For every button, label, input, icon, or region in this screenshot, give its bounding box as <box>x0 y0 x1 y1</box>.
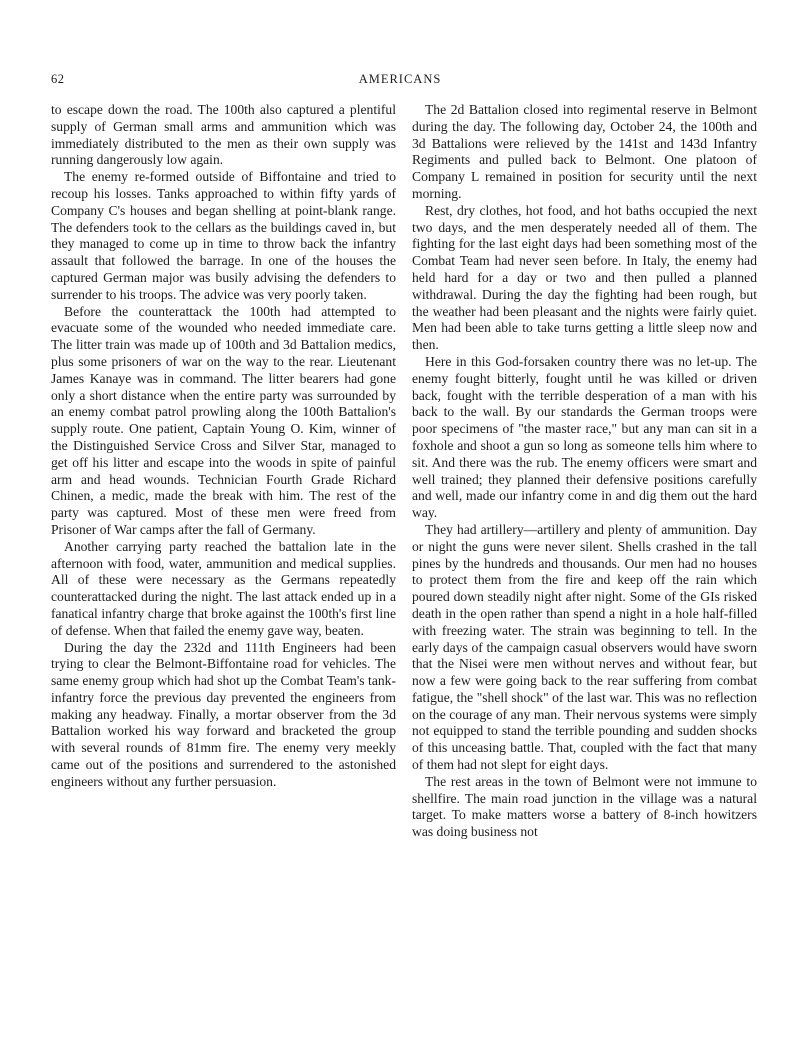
running-head: AMERICANS <box>358 72 442 86</box>
left-column <box>51 102 396 791</box>
paragraph: The 2d Battalion closed into regimental reserve in Belmont during the day. The following day, October 24, the 100th and 3d Battalions were relieved by the 141st and 143d Infantry Regiments and pulled back to Belmont. One platoon of Company L remained in position for security until the next morning. <box>412 102 757 201</box>
paragraph: During the day the 232d and 111th Engineers had been trying to clear the Belmont-Biffontaine road for vehicles. The same enemy group which had shot up the Combat Team's tank-infantry force the previous day prevented the engineers from making any headway. Finally, a mortar observer from the 3d Battalion worked his way forward and bracketed the group with several rounds of 81mm fire. The enemy very meekly came out of the positions and surrendered to the astonished engineers without any further persuasion. <box>51 639 396 789</box>
paragraph: Rest, dry clothes, hot food, and hot baths occupied the next two days, and the men desperately needed all of them. The fighting for the last eight days had been something most of the Combat Team had never seen before. In Italy, the enemy had held hard for a day or two and then pulled a planned withdrawal. During the day the fighting had been rough, but the weather had been pleasant and the nights were fairly quiet. Men had been able to take turns getting a little sleep now and then. <box>412 202 757 353</box>
page-header <box>0 72 800 90</box>
paragraph: Here in this God-forsaken country there was no let-up. The enemy fought bitterly, fought until he was killed or driven back, fought with the terrible desperation of a man with his back to the wall. By our standards the German troops were poor specimens of "the master race," but any man can sit in a foxhole and shoot a gun so long as someone tells him where to sit. And there was the rub. The enemy officers were smart and well trained; they planned their defensive positions carefully and well, made our infantry come in and dig them out the hard way. <box>412 353 757 521</box>
paragraph: to escape down the road. The 100th also captured a plentiful supply of German small arms and ammunition which was immediately distributed to the men as their own supply was running dangerously low again. <box>51 102 396 168</box>
paragraph: Before the counterattack the 100th had attempted to evacuate some of the wounded who needed immediate care. The litter train was made up of 100th and 3d Battalion medics, plus some prisoners of war on the way to the rear. Lieutenant James Kanaye was in command. The litter bearers had gone only a short distance when the entire party was surrounded by an enemy combat patrol prowling along the 100th Battalion's supply route. One patient, Captain Young O. Kim, winner of the Distinguished Service Cross and Silver Star, managed to get off his litter and escape into the woods in spite of painful arm and head wounds. Technician Fourth Grade Richard Chinen, a medic, made the break with him. The rest of the party was captured. Most of these men were freed from Prisoner of War camps after the fall of Germany. <box>51 303 396 537</box>
right-column <box>412 102 757 841</box>
paragraph: The rest areas in the town of Belmont were not immune to shellfire. The main road junction in the village was a natural target. To make matters worse a battery of 8-inch howitzers was doing business not <box>412 773 757 840</box>
paragraph: The enemy re-formed outside of Biffontaine and tried to recoup his losses. Tanks approached to within fifty yards of Company C's houses and began shelling at point-blank range. The defenders took to the cellars as the buildings caved in, but they managed to come up in time to throw back the infantry assault that followed the barrage. In one of the houses the captured German major was busily advising the defenders to surrender to his troops. The advice was very poorly taken. <box>51 169 396 302</box>
page-number: 62 <box>51 72 65 86</box>
paragraph: Another carrying party reached the battalion late in the afternoon with food, water, ammunition and medical supplies. All of these were necessary as the Germans repeatedly counterattacked during the night. The last attack ended up in a fanatical infantry charge that broke against the 100th's first line of defense. When that failed the enemy gave way, beaten. <box>51 538 396 638</box>
paragraph: They had artillery—artillery and plenty of ammunition. Day or night the guns were never silent. Shells crashed in the tall pines by the hundreds and thousands. Our men had no houses to protect them from the fire and keep off the rain which poured down steadily night after night. Some of the GIs risked death in the open rather than spend a night in a hole half-filled with freezing water. The strain was beginning to tell. In the early days of the campaign casual observers would have sworn that the Nisei were men without nerves and without fear, but now a few were going back to the rear suffering from combat fatigue, the "shell shock" of the last war. This was no reflection on the courage of any man. Their nervous systems were simply not equipped to stand the terrible pounding and sudden shocks of this unceasing battle. That, coupled with the fact that many of them had not slept for eight days. <box>412 521 757 773</box>
